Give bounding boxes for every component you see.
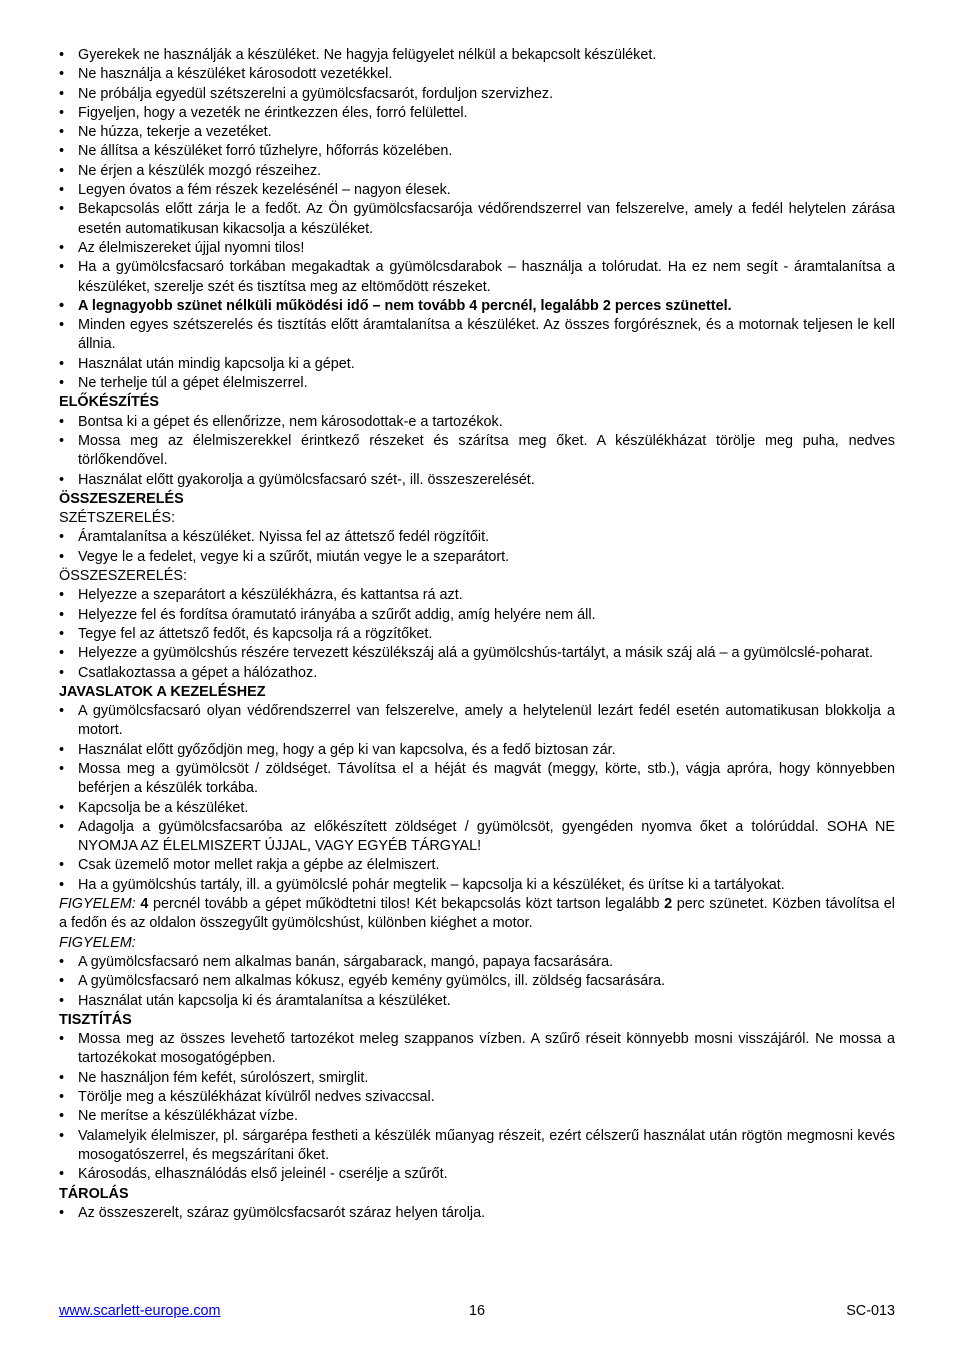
page-footer: [59, 1303, 895, 1323]
usage-list: [59, 702, 895, 895]
list-item: • Használat után kapcsolja ki és áramtalanítsa a készüléket.: [59, 992, 895, 1011]
list-item: • Gyerekek ne használják a készüléket. Ne hagyja felügyelet nélkül a bekapcsolt készüléket.: [59, 46, 895, 65]
list-item: • Adagolja a gyümölcsfacsaróba az előkészített zöldséget / gyümölcsöt, gyengéden nyomva őket a tolórúddal. SOHA NE NYOMJA AZ ÉLELMISZERT ÚJJAL, VAGY EGYÉB TÁRGYAL!: [59, 818, 895, 857]
cleaning-list: [59, 1030, 895, 1184]
list-item: • Károsodás, elhasználódás első jeleinél - cserélje a szűrőt.: [59, 1165, 895, 1184]
list-item: • Ne próbálja egyedül szétszerelni a gyümölcsfacsarót, forduljon szervizhez.: [59, 85, 895, 104]
list-item: • Helyezze a szeparátort a készülékházra, és kattantsa rá azt.: [59, 586, 895, 605]
list-item: • Az élelmiszereket újjal nyomni tilos!: [59, 239, 895, 258]
list-item: • Bekapcsolás előtt zárja le a fedőt. Az Ön gyümölcsfacsarója védőrendszerrel van felszerelve, amely a fedél helytelen zárása esetén automatikusan kikacsolja a készüléket.: [59, 200, 895, 239]
list-item: • Helyezze a gyümölcshús részére tervezett készülékszáj alá a gyümölcshús-tartályt, a másik száj alá – a gyümölcslé-poharat.: [59, 644, 895, 663]
manual-page: [59, 46, 895, 1223]
model-number: SC-013: [846, 1303, 895, 1319]
list-item: • A gyümölcsfacsaró nem alkalmas banán, sárgabarack, mangó, papaya facsarására.: [59, 953, 895, 972]
list-item: • Vegye le a fedelet, vegye ki a szűrőt, miután vegye le a szeparátort.: [59, 548, 895, 567]
section-heading-cleaning: TISZTÍTÁS: [59, 1011, 132, 1028]
list-item: • Figyeljen, hogy a vezeték ne érintkezzen éles, forró felülettel.: [59, 104, 895, 123]
subheading-disassembly: SZÉTSZERELÉS:: [59, 510, 175, 527]
section-heading-usage: JAVASLATOK A KEZELÉSHEZ: [59, 683, 266, 700]
warning-paragraph: FIGYELEM: 4 percnél tovább a gépet működtetni tilos! Két bekapcsolás közt tartson legalább 2 perc szünetet. Közben távolítsa el a fedőn és az oldalon összegyűlt gyümölcshúst, különben kiéghet a motor.: [59, 896, 896, 932]
list-item: • Helyezze fel és fordítsa óramutató irányába a szűrőt addig, amíg helyére nem áll.: [59, 606, 895, 625]
preparation-list: [59, 413, 895, 490]
storage-list: [59, 1204, 895, 1223]
list-item: • Kapcsolja be a készüléket.: [59, 799, 895, 818]
list-item: • Ne érjen a készülék mozgó részeihez.: [59, 162, 895, 181]
list-item: • Ne merítse a készülékházat vízbe.: [59, 1107, 895, 1126]
section-heading-storage: TÁROLÁS: [59, 1185, 129, 1202]
list-item: • Legyen óvatos a fém részek kezelésénél – nagyon élesek.: [59, 181, 895, 200]
list-item: • Áramtalanítsa a készüléket. Nyissa fel az áttetsző fedél rögzítőit.: [59, 528, 895, 547]
list-item: • Ha a gyümölcshús tartály, ill. a gyümölcslé pohár megtelik – kapcsolja ki a készüléket, és ürítse ki a tartályokat.: [59, 876, 895, 895]
list-item: • Ne húzza, tekerje a vezetéket.: [59, 123, 895, 142]
list-item: • Az összeszerelt, száraz gyümölcsfacsarót száraz helyen tárolja.: [59, 1204, 895, 1223]
page-number: 16: [468, 1303, 485, 1319]
warning-minutes: 4: [140, 896, 149, 913]
warning-pause: 2: [664, 896, 673, 913]
list-item: • Bontsa ki a gépet és ellenőrizze, nem károsodottak-e a tartozékok.: [59, 413, 895, 432]
list-item: • Ne használjon fém kefét, súrolószert, smirglit.: [59, 1069, 895, 1088]
list-item: • Tegye fel az áttetsző fedőt, és kapcsolja rá a rögzítőket.: [59, 625, 895, 644]
section-heading-preparation: ELŐKÉSZÍTÉS: [59, 394, 159, 411]
list-item: • Használat után mindig kapcsolja ki a gépet.: [59, 355, 895, 374]
list-item: • Ne terhelje túl a gépet élelmiszerrel.: [59, 374, 895, 393]
list-item: • A gyümölcsfacsaró olyan védőrendszerrel van felszerelve, amely a helytelenül lezárt fedél esetén automatikusan blokkolja a motort.: [59, 702, 895, 741]
safety-list: [59, 46, 895, 393]
website-link[interactable]: www.scarlett-europe.com: [59, 1303, 221, 1319]
list-item: • Ne használja a készüléket károsodott vezetékkel.: [59, 65, 895, 84]
list-item: • Csak üzemelő motor mellet rakja a gépbe az élelmiszert.: [59, 856, 895, 875]
list-item: • A gyümölcsfacsaró nem alkalmas kókusz, egyéb kemény gyümölcs, ill. zöldség facsarására.: [59, 972, 895, 991]
list-item: • Minden egyes szétszerelés és tisztítás előtt áramtalanítsa a készüléket. Az összes forgórésznek, és a motornak teljesen le kell állnia.: [59, 316, 895, 355]
attention-list: [59, 953, 895, 1011]
warning-label: FIGYELEM:: [59, 896, 136, 913]
subheading-assembly: ÖSSZESZERELÉS:: [59, 568, 187, 585]
list-item: • Törölje meg a készülékházat kívülről nedves szivaccsal.: [59, 1088, 895, 1107]
list-item: • Mossa meg a gyümölcsöt / zöldséget. Távolítsa el a héját és magvát (meggy, körte, stb.), vágja apróra, hogy könnyebben beférjen a készülék torkába.: [59, 760, 895, 799]
assembly-list: [59, 586, 895, 682]
list-item: • Használat előtt gyakorolja a gyümölcsfacsaró szét-, ill. összeszerelését.: [59, 471, 895, 490]
list-item: • Használat előtt győződjön meg, hogy a gép ki van kapcsolva, és a fedő biztosan zár.: [59, 741, 895, 760]
list-item: • A legnagyobb szünet nélküli működési idő – nem tovább 4 percnél, legalább 2 perces szünettel.: [59, 297, 895, 316]
disassembly-list: [59, 528, 895, 567]
list-item: • Ne állítsa a készüléket forró tűzhelyre, hőforrás közelében.: [59, 142, 895, 161]
attention-label: FIGYELEM:: [59, 934, 136, 951]
list-item: • Mossa meg az összes levehető tartozékot meleg szappanos vízben. A szűrő réseit könnyebb mosni visszájáról. Ne mossa a tartozékokat mosogatógépben.: [59, 1030, 895, 1069]
list-item: • Csatlakoztassa a gépet a hálózathoz.: [59, 664, 895, 683]
section-heading-assembly: ÖSSZESZERELÉS: [59, 490, 184, 507]
list-item: • Mossa meg az élelmiszerekkel érintkező részeket és szárítsa meg őket. A készülékházat törölje meg puha, nedves törlőkendővel.: [59, 432, 895, 471]
list-item: • Valamelyik élelmiszer, pl. sárgarépa festheti a készülék műanyag részeit, ezért célszerű használat után rögtön megmosni kevés mosogatószerrel, és megszárítani őket.: [59, 1127, 895, 1166]
list-item: • Ha a gyümölcsfacsaró torkában megakadtak a gyümölcsdarabok – használja a tolórudat. Ha ez nem segít - áramtalanítsa a készüléket, szerelje szét és tisztítsa meg az eltömődött részeket.: [59, 258, 895, 297]
